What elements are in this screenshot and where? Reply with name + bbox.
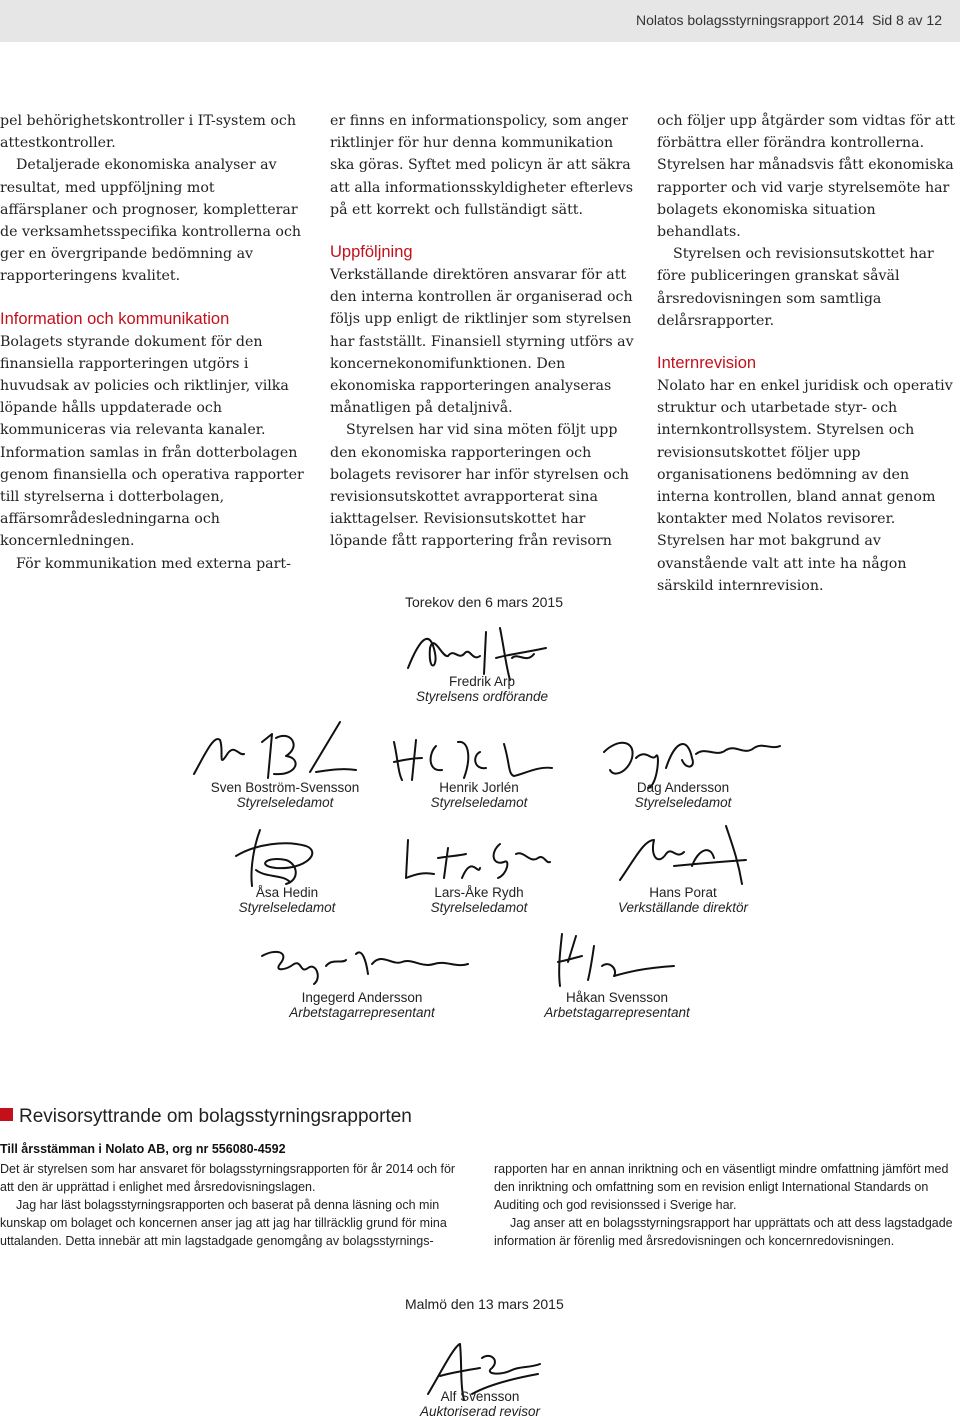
signatory-block [190, 780, 380, 810]
page-header [0, 0, 960, 42]
text-column-3 [657, 110, 960, 597]
signatory-name: Lars-Åke Rydh [434, 885, 524, 900]
report-title: Nolatos bolagsstyrningsrapport 2014 [636, 12, 865, 28]
paragraph: Verkställande direktören ansvarar för att den interna kontrollen är organiserad och följs upp enligt de riktlinjer som styrelsen har fastställt. Finansiell styrning utförs av koncernekonomifunktionen. Den ekonomiska rapporteringen analyseras månatligen på detaljnivå. [330, 267, 634, 417]
signatory-block [192, 885, 382, 915]
signature-sven-bostrom-svensson [190, 716, 360, 786]
signature-lars-ake-rydh [400, 834, 552, 884]
paragraph: Styrelsen och revisionsutskottet har före publiceringen granskat såväl årsredovisningen som samtliga delårsrapporter. [657, 246, 934, 329]
paragraph: Jag anser att en bolagsstyrningsrapport har upprättats och att dess lagstadgade information är förenlig med årsredovisningen och koncernredovisningen. [494, 1216, 953, 1248]
signatory-role: Verkställande direktör [617, 900, 749, 915]
paragraph: pel behörighetskontroller i IT-system och attestkontroller. [0, 113, 297, 152]
signatory-name: Dag Andersson [636, 780, 730, 795]
audit-column-2 [494, 1160, 956, 1250]
signatory-role: Styrelseledamot [236, 795, 334, 810]
signature-hakan-svensson [548, 922, 678, 992]
paragraph: Styrelsen har vid sina möten följt upp den ekonomiska rapporteringen och bolagets revisorer har inför styrelsen och revisionsutskottet avrapporterat sina iakttagelser. Revisionsutskottet har löpande fått rapportering från revisorn [330, 422, 629, 550]
paragraph: er finns en informationspolicy, som anger riktlinjer för hur denna kommunikation ska göras. Syftet med policyn är att säkra att alla informationsskyldigheter efterlevs på ett korrekt och fullständigt sätt. [330, 113, 634, 218]
audit-column-1 [0, 1160, 470, 1250]
signatory-block [588, 885, 778, 915]
paragraph: rapporten har en annan inriktning och en väsentligt mindre omfattning jämfört med den inriktning och omfattning som en revision enligt International Standards on Auditing och god revisionssed i Sverige har. [494, 1162, 949, 1212]
header-text [632, 12, 942, 28]
signatory-block [588, 780, 778, 810]
signatory-role: Styrelseledamot [238, 900, 336, 915]
paragraph: Jag har läst bolagsstyrningsrapporten och baserat på denna läsning och min kunskap om bolaget och koncernen anser jag att jag har tillräcklig grund för mina uttalanden. Detta innebär att min lagstadgade genomgång av bolagsstyrnings- [0, 1198, 447, 1248]
signature-hans-porat [614, 820, 750, 888]
text-column-2 [330, 110, 634, 553]
paragraph: och följer upp åtgärder som vidtas för att förbättra eller förändra kontrollerna. Styrelsen har månadsvis fått ekonomiska rapporter och vid varje styrelsemöte har bolagets ekonomiska situation behandlats. [657, 113, 955, 241]
auditor-name: Alf Svensson [440, 1389, 520, 1404]
signatory-name: Åsa Hedin [255, 885, 319, 900]
signatory-block [382, 674, 582, 704]
signatory-block [384, 780, 574, 810]
section-heading-information: Information och kommunikation [0, 309, 230, 328]
signatory-block [522, 990, 712, 1020]
signature-asa-hedin [226, 826, 336, 890]
paragraph: Det är styrelsen som har ansvaret för bolagsstyrningsrapporten för år 2014 och för att den är upprättad i enlighet med årsredovisningslagen. [0, 1162, 456, 1194]
signatory-role: Styrelseledamot [430, 795, 528, 810]
text-column-1 [0, 110, 304, 575]
signatory-name: Hans Porat [649, 885, 717, 900]
signatory-name: Fredrik Arp [448, 674, 516, 689]
signatory-name: Ingegerd Andersson [301, 990, 423, 1005]
auditor-block [385, 1389, 575, 1419]
signing-place-date: Torekov den 6 mars 2015 [405, 594, 563, 610]
auditor-role: Auktoriserad revisor [419, 1404, 541, 1419]
page-number: Sid 8 av 12 [871, 12, 942, 28]
section-heading-uppfoljning: Uppföljning [330, 243, 413, 262]
signature-ingegerd-andersson [256, 940, 472, 986]
section-heading-internrevision: Internrevision [657, 354, 757, 373]
audit-place-date: Malmö den 13 mars 2015 [405, 1296, 564, 1312]
red-square-icon [0, 1108, 13, 1121]
signatory-name: Sven Boström-Svensson [210, 780, 360, 795]
paragraph: Detaljerade ekonomiska analyser av resultat, med uppföljning mot affärsplaner och prognoser, kompletterar de verksamhetsspecifika kontrollerna och ger en övergripande bedömning av rapporteringens kvalitet. [0, 157, 302, 285]
audit-title: Revisorsyttrande om bolagsstyrningsrapporten [0, 1106, 412, 1128]
paragraph: Nolato har en enkel juridisk och operativ struktur och utarbetade styr- och internkontrollsystem. Styrelsen och revisionsutskottet följer upp organisationens bedömning av den interna kontrollen, bland annat genom kontakter med Nolatos revisorer. Styrelsen har mot bakgrund av ovanstående valt att inte ha någon särskild internrevision. [657, 378, 953, 594]
signatory-name: Henrik Jorlén [439, 780, 519, 795]
signatory-role: Arbetstagarrepresentant [289, 1005, 435, 1020]
signatory-role: Styrelsens ordförande [415, 689, 549, 704]
paragraph: Bolagets styrande dokument för den finansiella rapporteringen utgörs i huvudsak av policies och riktlinjer, vilka löpande hålls uppdaterade och kommuniceras via relevanta kanaler. Information samlas in från dotterbolagen genom finansiella och operativa rapporter till styrelserna i dotterbolagen, affärsområdesledningarna och koncernledningen. [0, 333, 304, 550]
paragraph: För kommunikation med externa part- [16, 555, 291, 572]
signatory-name: Håkan Svensson [565, 990, 669, 1005]
signatory-block [267, 990, 457, 1020]
signatory-block [384, 885, 574, 915]
signatory-role: Styrelseledamot [430, 900, 528, 915]
audit-addressee: Till årsstämman i Nolato AB, org nr 556080-4592 [0, 1142, 286, 1156]
signatory-role: Styrelseledamot [634, 795, 732, 810]
signature-henrik-jorlen [388, 734, 558, 786]
signatory-role: Arbetstagarrepresentant [544, 1005, 690, 1020]
